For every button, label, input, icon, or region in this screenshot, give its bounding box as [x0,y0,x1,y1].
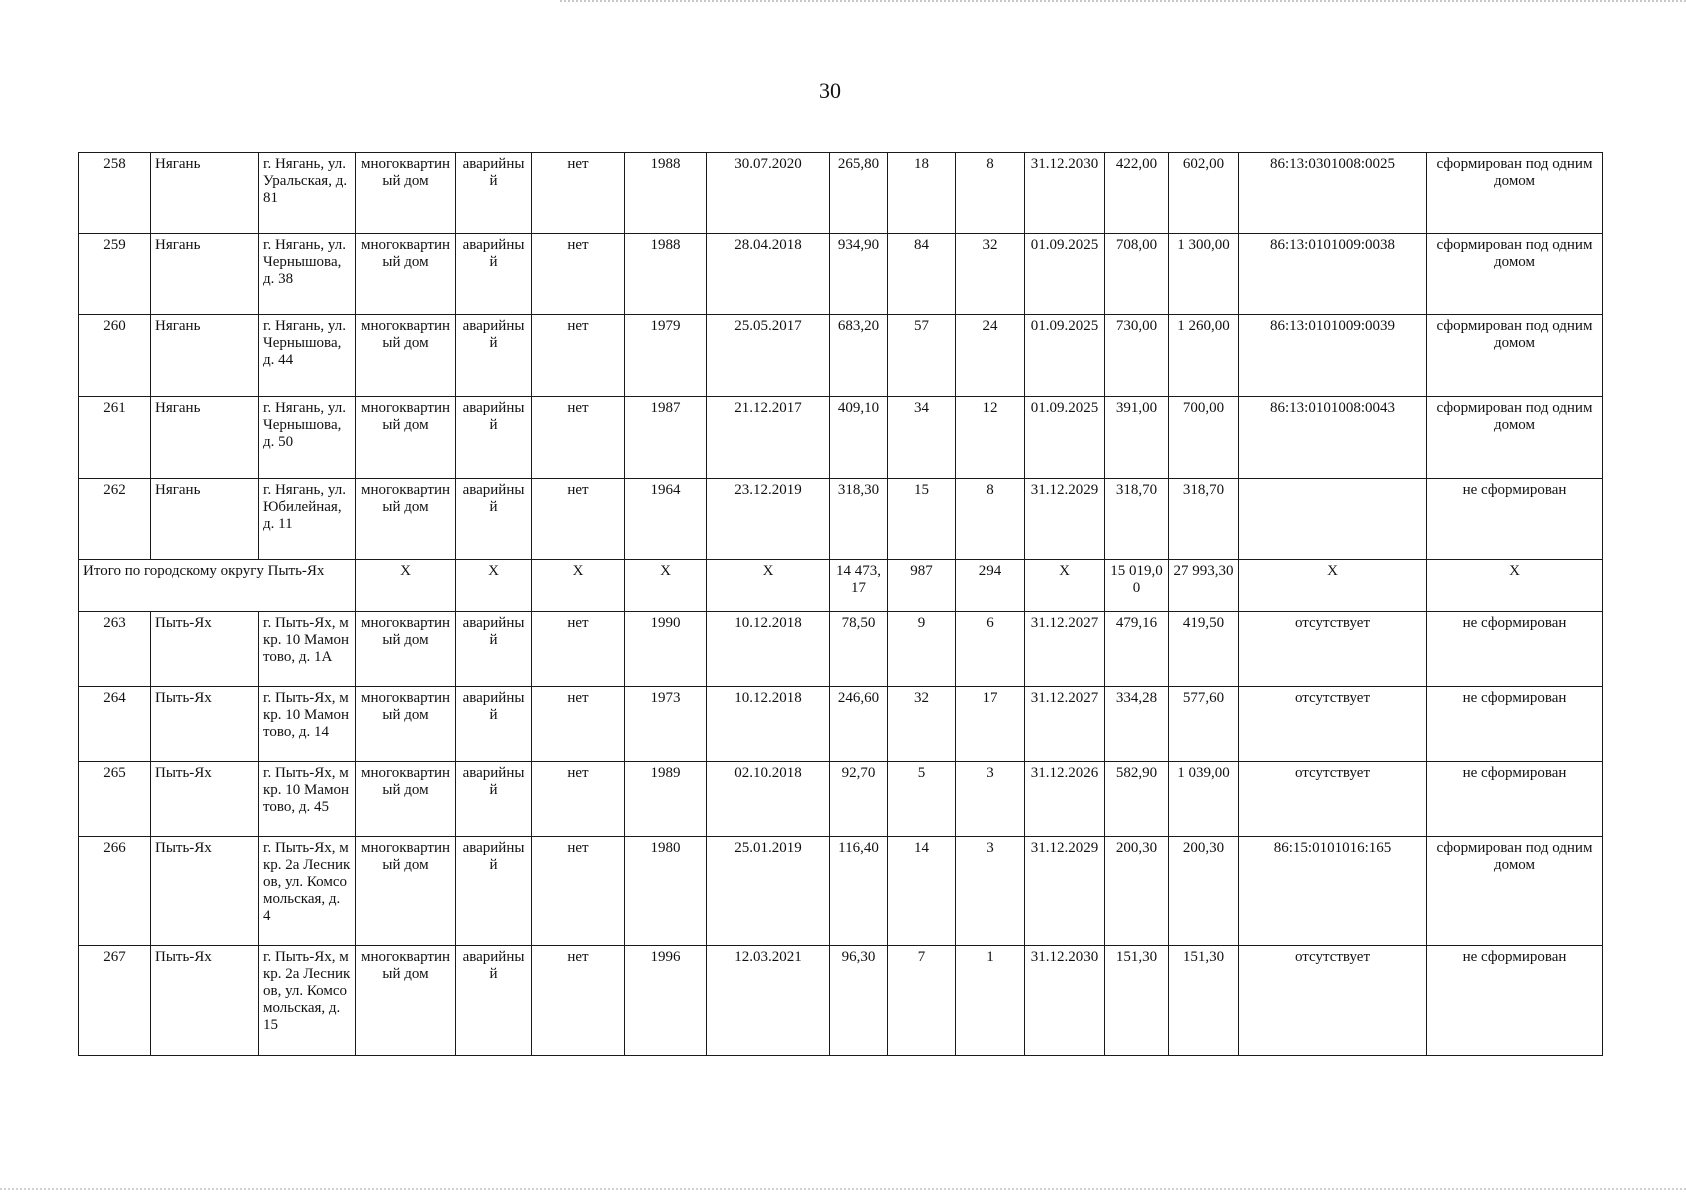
flag-cell: нет [532,153,625,234]
condition-cell: аварийный [456,687,532,762]
cadastral-number-cell: 86:13:0101009:0038 [1239,234,1427,315]
land-status-cell: сформирован под одним домом [1427,397,1603,479]
address-cell: г. Пыть-Ях, мкр. 10 Мамонтово, д. 45 [259,762,356,837]
land-area-cell: 730,00 [1105,315,1169,397]
units-cell: 6 [956,612,1025,687]
row-number: 263 [79,612,151,687]
scan-edge-top [560,0,1686,2]
cadastral-number-cell: 86:13:0101008:0043 [1239,397,1427,479]
table-row [79,397,1603,479]
area-cell: 683,20 [830,315,888,397]
condition-cell: аварийный [456,234,532,315]
land-area-cell: 422,00 [1105,153,1169,234]
table-row [79,837,1603,946]
recognition-date-cell: 21.12.2017 [707,397,830,479]
land-area-cell: 334,28 [1105,687,1169,762]
table-row [79,762,1603,837]
cadastral-number-cell [1239,479,1427,560]
condition-cell: аварийный [456,315,532,397]
total-area-cell: 1 300,00 [1169,234,1239,315]
total-area-cell: 577,60 [1169,687,1239,762]
residents-cell: 84 [888,234,956,315]
total-area-cell: 200,30 [1169,837,1239,946]
year-cell: 1996 [625,946,707,1056]
residents-cell: 34 [888,397,956,479]
condition-cell: аварийный [456,837,532,946]
recognition-date-cell: 10.12.2018 [707,612,830,687]
year-cell: 1979 [625,315,707,397]
area-cell: 318,30 [830,479,888,560]
city-cell: Пыть-Ях [151,612,259,687]
land-area-cell: 479,16 [1105,612,1169,687]
row-number: 259 [79,234,151,315]
table-row [79,153,1603,234]
year-cell: 1973 [625,687,707,762]
address-cell: г. Нягань, ул. Чернышова, д. 38 [259,234,356,315]
total-total-area-cell: 27 993,30 [1169,560,1239,612]
recognition-date-cell: 02.10.2018 [707,762,830,837]
city-cell: Пыть-Ях [151,687,259,762]
condition-cell: аварийный [456,612,532,687]
land-status-cell: не сформирован [1427,612,1603,687]
year-cell: 1980 [625,837,707,946]
total-condition-cell: X [456,560,532,612]
address-cell: г. Нягань, ул. Уральская, д. 81 [259,153,356,234]
residents-cell: 14 [888,837,956,946]
total-row [79,560,1603,612]
land-status-cell: не сформирован [1427,687,1603,762]
cadastral-number-cell: 86:13:0301008:0025 [1239,153,1427,234]
area-cell: 96,30 [830,946,888,1056]
flag-cell: нет [532,234,625,315]
flag-cell: нет [532,837,625,946]
address-cell: г. Пыть-Ях, мкр. 10 Мамонтово, д. 1А [259,612,356,687]
building-type-cell: многоквартиный дом [356,612,456,687]
units-cell: 12 [956,397,1025,479]
total-label: Итого по городскому округу Пыть-Ях [79,560,356,612]
building-type-cell: многоквартиный дом [356,234,456,315]
residents-cell: 32 [888,687,956,762]
cadastral-number-cell: отсутствует [1239,687,1427,762]
row-number: 264 [79,687,151,762]
table-row [79,612,1603,687]
total-units-cell: 294 [956,560,1025,612]
city-cell: Пыть-Ях [151,946,259,1056]
residents-cell: 9 [888,612,956,687]
city-cell: Пыть-Ях [151,837,259,946]
table-row [79,315,1603,397]
deadline-cell: 31.12.2029 [1025,837,1105,946]
land-status-cell: не сформирован [1427,762,1603,837]
residents-cell: 5 [888,762,956,837]
deadline-cell: 31.12.2030 [1025,946,1105,1056]
city-cell: Нягань [151,153,259,234]
cadastral-number-cell: отсутствует [1239,762,1427,837]
residents-cell: 7 [888,946,956,1056]
area-cell: 409,10 [830,397,888,479]
land-status-cell: сформирован под одним домом [1427,315,1603,397]
flag-cell: нет [532,479,625,560]
units-cell: 32 [956,234,1025,315]
units-cell: 8 [956,479,1025,560]
total-area-cell: 602,00 [1169,153,1239,234]
flag-cell: нет [532,687,625,762]
row-number: 262 [79,479,151,560]
cadastral-number-cell: 86:13:0101009:0039 [1239,315,1427,397]
units-cell: 3 [956,762,1025,837]
row-number: 266 [79,837,151,946]
recognition-date-cell: 25.05.2017 [707,315,830,397]
building-type-cell: многоквартиный дом [356,837,456,946]
row-number: 261 [79,397,151,479]
building-type-cell: многоквартиный дом [356,153,456,234]
units-cell: 8 [956,153,1025,234]
total-recognition-date-cell: X [707,560,830,612]
total-flag-cell: X [532,560,625,612]
area-cell: 934,90 [830,234,888,315]
units-cell: 1 [956,946,1025,1056]
cadastral-number-cell: отсутствует [1239,612,1427,687]
area-cell: 116,40 [830,837,888,946]
total-residents-cell: 987 [888,560,956,612]
land-status-cell: сформирован под одним домом [1427,234,1603,315]
residents-cell: 57 [888,315,956,397]
cadastral-number-cell: 86:15:0101016:165 [1239,837,1427,946]
land-status-cell: не сформирован [1427,946,1603,1056]
deadline-cell: 31.12.2027 [1025,612,1105,687]
land-area-cell: 318,70 [1105,479,1169,560]
row-number: 260 [79,315,151,397]
address-cell: г. Пыть-Ях, мкр. 2а Лесников, ул. Комсомольская, д. 4 [259,837,356,946]
total-building-type-cell: X [356,560,456,612]
flag-cell: нет [532,315,625,397]
total-area-cell: 318,70 [1169,479,1239,560]
year-cell: 1990 [625,612,707,687]
building-type-cell: многоквартиный дом [356,315,456,397]
area-cell: 92,70 [830,762,888,837]
residents-cell: 15 [888,479,956,560]
row-number: 267 [79,946,151,1056]
total-deadline-cell: X [1025,560,1105,612]
flag-cell: нет [532,762,625,837]
flag-cell: нет [532,397,625,479]
recognition-date-cell: 28.04.2018 [707,234,830,315]
building-type-cell: многоквартиный дом [356,687,456,762]
total-area-cell: 14 473,17 [830,560,888,612]
table-body [79,153,1603,1056]
area-cell: 265,80 [830,153,888,234]
building-type-cell: многоквартиный дом [356,762,456,837]
deadline-cell: 31.12.2030 [1025,153,1105,234]
area-cell: 246,60 [830,687,888,762]
recognition-date-cell: 12.03.2021 [707,946,830,1056]
land-status-cell: сформирован под одним домом [1427,153,1603,234]
flag-cell: нет [532,946,625,1056]
flag-cell: нет [532,612,625,687]
condition-cell: аварийный [456,397,532,479]
condition-cell: аварийный [456,762,532,837]
building-type-cell: многоквартиный дом [356,397,456,479]
condition-cell: аварийный [456,153,532,234]
recognition-date-cell: 30.07.2020 [707,153,830,234]
total-area-cell: 419,50 [1169,612,1239,687]
total-area-cell: 1 260,00 [1169,315,1239,397]
deadline-cell: 31.12.2029 [1025,479,1105,560]
units-cell: 3 [956,837,1025,946]
total-year-cell: X [625,560,707,612]
housing-registry-table [78,152,1603,1056]
total-cadastral-number-cell: X [1239,560,1427,612]
city-cell: Нягань [151,397,259,479]
deadline-cell: 31.12.2026 [1025,762,1105,837]
residents-cell: 18 [888,153,956,234]
deadline-cell: 01.09.2025 [1025,315,1105,397]
land-status-cell: сформирован под одним домом [1427,837,1603,946]
recognition-date-cell: 25.01.2019 [707,837,830,946]
recognition-date-cell: 10.12.2018 [707,687,830,762]
deadline-cell: 31.12.2027 [1025,687,1105,762]
table-row [79,234,1603,315]
recognition-date-cell: 23.12.2019 [707,479,830,560]
table-row [79,687,1603,762]
land-area-cell: 582,90 [1105,762,1169,837]
condition-cell: аварийный [456,946,532,1056]
land-area-cell: 151,30 [1105,946,1169,1056]
units-cell: 24 [956,315,1025,397]
city-cell: Нягань [151,234,259,315]
year-cell: 1964 [625,479,707,560]
city-cell: Пыть-Ях [151,762,259,837]
year-cell: 1989 [625,762,707,837]
land-area-cell: 708,00 [1105,234,1169,315]
condition-cell: аварийный [456,479,532,560]
year-cell: 1988 [625,153,707,234]
total-area-cell: 700,00 [1169,397,1239,479]
address-cell: г. Пыть-Ях, мкр. 10 Мамонтово, д. 14 [259,687,356,762]
address-cell: г. Пыть-Ях, мкр. 2а Лесников, ул. Комсомольская, д. 15 [259,946,356,1056]
total-area-cell: 151,30 [1169,946,1239,1056]
deadline-cell: 01.09.2025 [1025,234,1105,315]
year-cell: 1988 [625,234,707,315]
table-row [79,946,1603,1056]
address-cell: г. Нягань, ул. Чернышова, д. 44 [259,315,356,397]
city-cell: Нягань [151,479,259,560]
land-area-cell: 200,30 [1105,837,1169,946]
total-area-cell: 1 039,00 [1169,762,1239,837]
scan-edge-bottom [0,1188,1686,1190]
area-cell: 78,50 [830,612,888,687]
address-cell: г. Нягань, ул. Чернышова, д. 50 [259,397,356,479]
units-cell: 17 [956,687,1025,762]
deadline-cell: 01.09.2025 [1025,397,1105,479]
city-cell: Нягань [151,315,259,397]
cadastral-number-cell: отсутствует [1239,946,1427,1056]
page-number: 30 [819,78,841,103]
building-type-cell: многоквартиный дом [356,946,456,1056]
land-area-cell: 391,00 [1105,397,1169,479]
building-type-cell: многоквартиный дом [356,479,456,560]
year-cell: 1987 [625,397,707,479]
total-land-status-cell: X [1427,560,1603,612]
row-number: 258 [79,153,151,234]
table-row [79,479,1603,560]
land-status-cell: не сформирован [1427,479,1603,560]
address-cell: г. Нягань, ул. Юбилейная, д. 11 [259,479,356,560]
row-number: 265 [79,762,151,837]
total-land-area-cell: 15 019,00 [1105,560,1169,612]
